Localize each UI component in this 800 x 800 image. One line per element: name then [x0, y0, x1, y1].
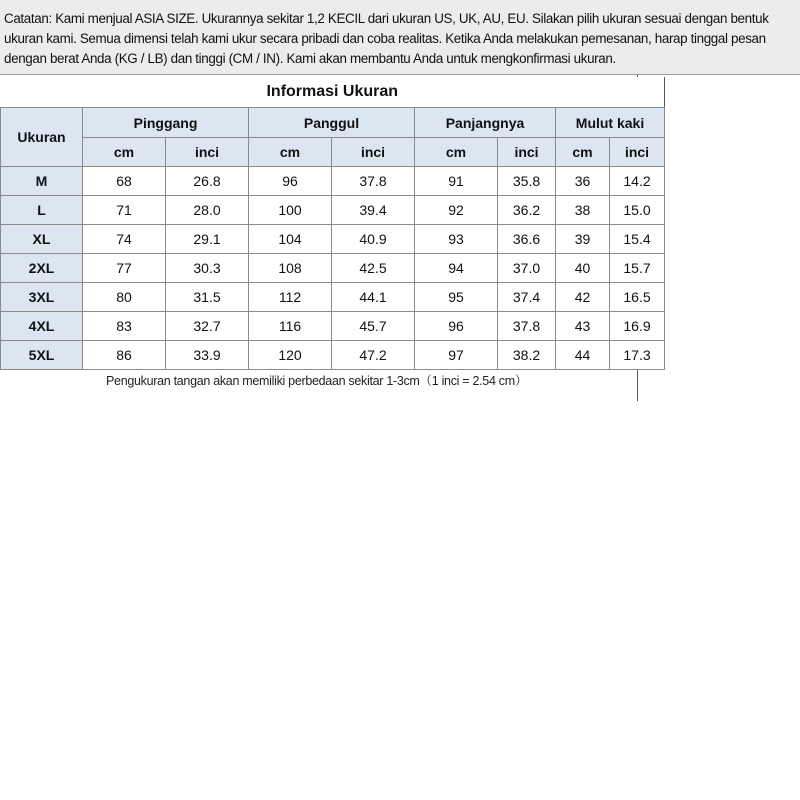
measurement-cell: 47.2 [332, 341, 415, 370]
measurement-cell: 91 [415, 167, 498, 196]
table-row [1, 341, 665, 370]
group-header-length: Panjangnya [415, 108, 556, 138]
measurement-cell: 16.5 [610, 283, 665, 312]
measurement-cell: 104 [249, 225, 332, 254]
measurement-cell: 116 [249, 312, 332, 341]
measurement-cell: 30.3 [166, 254, 249, 283]
measurement-cell: 36.6 [498, 225, 556, 254]
size-label: 5XL [1, 341, 83, 370]
measurement-cell: 100 [249, 196, 332, 225]
measurement-cell: 37.8 [332, 167, 415, 196]
measurement-cell: 40 [556, 254, 610, 283]
size-rows [1, 167, 665, 370]
size-label: M [1, 167, 83, 196]
size-label: XL [1, 225, 83, 254]
unit-header: inci [332, 138, 415, 167]
note-panel [0, 0, 800, 75]
measurement-cell: 15.0 [610, 196, 665, 225]
measurement-cell: 17.3 [610, 341, 665, 370]
measurement-cell: 42.5 [332, 254, 415, 283]
size-label: 4XL [1, 312, 83, 341]
measurement-cell: 38 [556, 196, 610, 225]
table-row [1, 225, 665, 254]
table-row [1, 283, 665, 312]
measurement-cell: 95 [415, 283, 498, 312]
table-row [1, 254, 665, 283]
measurement-cell: 93 [415, 225, 498, 254]
group-header-hip: Panggul [249, 108, 415, 138]
measurement-cell: 36 [556, 167, 610, 196]
measurement-cell: 26.8 [166, 167, 249, 196]
measurement-cell: 28.0 [166, 196, 249, 225]
unit-header: cm [83, 138, 166, 167]
measurement-cell: 92 [415, 196, 498, 225]
measurement-cell: 86 [83, 341, 166, 370]
measurement-cell: 44.1 [332, 283, 415, 312]
title-row [1, 77, 665, 108]
group-header-leg-opening: Mulut kaki [556, 108, 665, 138]
group-header-waist: Pinggang [83, 108, 249, 138]
measurement-cell: 43 [556, 312, 610, 341]
measurement-cell: 97 [415, 341, 498, 370]
unit-header: inci [610, 138, 665, 167]
table-row [1, 312, 665, 341]
unit-header: cm [415, 138, 498, 167]
size-table [0, 77, 665, 370]
measurement-cell: 45.7 [332, 312, 415, 341]
measurement-cell: 94 [415, 254, 498, 283]
measurement-cell: 112 [249, 283, 332, 312]
measurement-cell: 77 [83, 254, 166, 283]
measurement-cell: 37.8 [498, 312, 556, 341]
measurement-cell: 15.4 [610, 225, 665, 254]
size-label: 3XL [1, 283, 83, 312]
measurement-cell: 32.7 [166, 312, 249, 341]
table-title: Informasi Ukuran [1, 77, 665, 108]
measurement-cell: 16.9 [610, 312, 665, 341]
measurement-cell: 39.4 [332, 196, 415, 225]
size-label: L [1, 196, 83, 225]
measurement-cell: 96 [415, 312, 498, 341]
measurement-cell: 31.5 [166, 283, 249, 312]
measurement-cell: 36.2 [498, 196, 556, 225]
measurement-cell: 15.7 [610, 254, 665, 283]
measurement-cell: 14.2 [610, 167, 665, 196]
unit-header-row [1, 138, 665, 167]
measurement-cell: 108 [249, 254, 332, 283]
measurement-cell: 40.9 [332, 225, 415, 254]
table-row [1, 167, 665, 196]
measurement-cell: 39 [556, 225, 610, 254]
unit-header: inci [166, 138, 249, 167]
measurement-cell: 35.8 [498, 167, 556, 196]
unit-header: cm [249, 138, 332, 167]
measurement-cell: 44 [556, 341, 610, 370]
measurement-cell: 74 [83, 225, 166, 254]
table-row [1, 196, 665, 225]
unit-header: cm [556, 138, 610, 167]
measurement-cell: 68 [83, 167, 166, 196]
measurement-cell: 37.4 [498, 283, 556, 312]
size-column-header: Ukuran [1, 108, 83, 167]
measurement-cell: 42 [556, 283, 610, 312]
measurement-cell: 29.1 [166, 225, 249, 254]
size-note: Catatan: Kami menjual ASIA SIZE. Ukurannya sekitar 1,2 KECIL dari ukuran US, UK, AU, EU. Silakan pilih ukuran sesuai dengan bentuk ukuran kami. Semua dimensi telah kami ukur secara pribadi dan coba realitas. Ketika Anda melakukan pemesanan, harap tinggal pesan dengan berat Anda (KG / LB) dan tinggi (CM / IN). Kami akan membantu Anda untuk mengkonfirmasi ukuran. [4, 11, 769, 66]
measurement-cell: 120 [249, 341, 332, 370]
unit-header: inci [498, 138, 556, 167]
measurement-cell: 96 [249, 167, 332, 196]
measurement-footnote: Pengukuran tangan akan memiliki perbedaan sekitar 1-3cm（1 inci = 2.54 cm） [106, 374, 528, 388]
measurement-cell: 33.9 [166, 341, 249, 370]
group-header-row [1, 108, 665, 138]
measurement-cell: 80 [83, 283, 166, 312]
measurement-cell: 37.0 [498, 254, 556, 283]
size-label: 2XL [1, 254, 83, 283]
measurement-cell: 83 [83, 312, 166, 341]
measurement-cell: 38.2 [498, 341, 556, 370]
measurement-cell: 71 [83, 196, 166, 225]
